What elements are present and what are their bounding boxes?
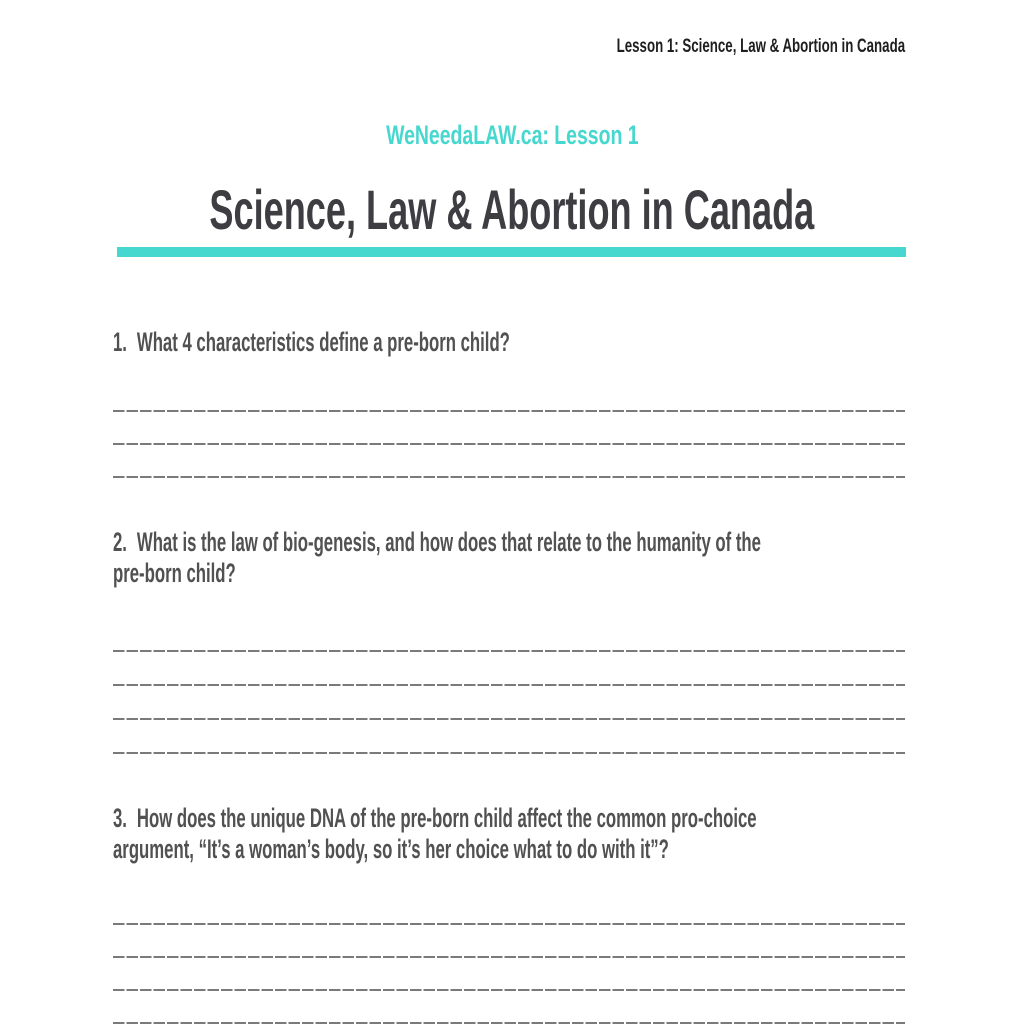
question-2-text-line-1: What is the law of bio-genesis, and how does that relate to the humanity of the: [136, 527, 761, 557]
running-header: Lesson 1: Science, Law & Abortion in Canada: [616, 36, 905, 57]
question-2-line-2: [113, 558, 919, 589]
answer-blank-line: [113, 752, 905, 754]
lesson-subtitle: WeNeedaLAW.ca: Lesson 1: [385, 120, 639, 150]
answer-blank-line: [113, 476, 905, 478]
answer-blank-line: [113, 718, 905, 720]
question-1-line-1: [113, 327, 919, 358]
answer-blank-line: [113, 443, 905, 445]
question-1: [113, 327, 919, 358]
question-2-answer-lines: [113, 650, 905, 754]
question-1-answer-lines: [113, 410, 905, 478]
question-3-number: 3.: [113, 803, 127, 833]
answer-blank-line: [113, 650, 905, 652]
question-2-text-line-2: pre-born child?: [113, 558, 236, 588]
title-divider-rule: [117, 247, 906, 257]
answer-blank-line: [113, 684, 905, 686]
page-title: Science, Law & Abortion in Canada: [209, 178, 815, 241]
question-2-line-1: [113, 527, 919, 558]
answer-blank-line: [113, 956, 905, 958]
title-row: [0, 177, 1024, 242]
question-2-number: 2.: [113, 527, 127, 557]
answer-blank-line: [113, 923, 905, 925]
question-1-number: 1.: [113, 327, 127, 357]
question-3-line-2: [113, 834, 919, 865]
answer-blank-line: [113, 989, 905, 991]
question-3-line-1: [113, 803, 919, 834]
question-3-answer-lines: [113, 923, 905, 1024]
question-3: [113, 803, 919, 865]
question-3-text-line-2: argument, “It’s a woman’s body, so it’s her choice what to do with it”?: [113, 834, 669, 864]
question-2: [113, 527, 919, 589]
answer-blank-line: [113, 410, 905, 412]
question-1-text: What 4 characteristics define a pre-born child?: [136, 327, 510, 357]
question-3-text-line-1: How does the unique DNA of the pre-born child affect the common pro-choice: [136, 803, 757, 833]
subtitle-row: [0, 120, 1024, 151]
